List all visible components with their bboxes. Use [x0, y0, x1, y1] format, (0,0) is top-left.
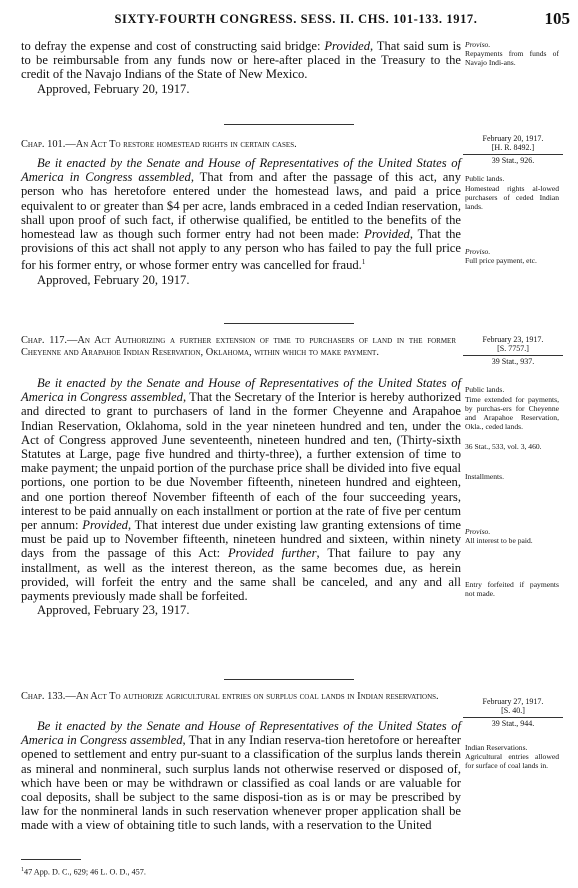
statute-reference: 39 Stat., 926. [491, 156, 535, 165]
margin-note-homestead-rights: Homestead rights al-lowed purchasers of ceded Indian lands. [465, 184, 559, 211]
statute-reference: 39 Stat., 944. [491, 719, 535, 728]
margin-note-statute-citation: 36 Stat., 533, vol. 3, 460. [465, 442, 542, 451]
section-bridge-continuation [21, 39, 461, 96]
margin-note-agricultural-entries: Agricultural entries allowed for surface of coal lands in. [465, 752, 559, 770]
bill-number: [S. 40.] [501, 706, 525, 715]
divider [224, 679, 354, 680]
margin-note-public-lands: Public lands. [465, 385, 505, 394]
approval-line: Approved, February 20, 1917. [37, 81, 190, 96]
margin-note-interest: Proviso. All interest to be paid. [465, 527, 533, 545]
running-title: SIXTY-FOURTH CONGRESS. SESS. II. CHS. 101-133. 1917. [114, 12, 478, 26]
enactment-date: February 27, 1917. [482, 697, 544, 706]
chapter-101-date-block [463, 134, 563, 165]
margin-note-installments: Installments. [465, 472, 505, 481]
chapter-101-heading: Chap. 101.—An Act To restore homestead rights in certain cases. [21, 139, 297, 150]
footnote-rule [21, 859, 81, 860]
bill-number: [H. R. 8492.] [491, 143, 535, 152]
divider [224, 124, 354, 125]
approval-line: Approved, February 23, 1917. [37, 603, 190, 618]
rule [463, 717, 563, 718]
chapter-133-body [21, 719, 461, 833]
margin-note-full-price: Proviso. Full price payment, etc. [465, 247, 537, 265]
chapter-101-body [21, 156, 461, 287]
margin-note-repayments: Proviso. Repayments from funds of Navajo Indi-ans. [465, 40, 559, 67]
margin-note-public-lands: Public lands. [465, 174, 505, 183]
running-header [22, 9, 570, 32]
page-number: 105 [544, 9, 570, 28]
enacting-paragraph: Be it enacted by the Senate and House of Representatives of the United States of America in Congress assembled, That from and after the passage of this act, any person who has heretofore entered under the homestead laws, and paid a price equivalent to or greater than $4 per acre, lands embraced in a ceded Indian reservation, shall upon proof of such fact, if otherwise qualified, be entitled to the benefits of the homestead law as though such former entry had not been made: Provided, That the provisions of this act shall not apply to any person who has failed to pay the full price for his former entry, or whose former entry was cancelled for fraud.$^1$ [21, 156, 461, 273]
footnote: $^1$47 App. D. C., 629; 46 L. O. D., 457. [21, 867, 146, 877]
chapter-117-heading: Chap. 117.—An Act Authorizing a further extension of time to purchasers of land in the former Cheyenne and Arapahoe Indian Reservation, Oklahoma, within which to make payment. [21, 335, 456, 358]
margin-note-time-extended: Time extended for payments, by purchas-ers for Cheyenne and Arapahoe Reservation, Okla., ceded lands. [465, 395, 559, 431]
statute-reference: 39 Stat., 937. [491, 357, 535, 366]
margin-note-entry-forfeited: Entry forfeited if payments not made. [465, 580, 559, 598]
margin-note-indian-reservations: Indian Reservations. [465, 743, 528, 752]
chapter-117-body [21, 376, 461, 617]
enacting-paragraph: Be it enacted by the Senate and House of Representatives of the United States of America in Congress assembled, That in any Indian reserva-tion heretofore or hereafter opened to settlement and entry pur-suant to a classification of the surplus lands therein as mineral and nonmineral, such surplus lands not otherwise reserved or disposed of, which have been or may be withdrawn or classified as coal lands or are valuable for coal deposits, shall be subject to the same disposi-tion as is or may be prescribed by law for the nonmineral lands in such reservation whenever proper application shall be made with a view of obtaining title to such lands, with a reservation to the United [21, 719, 461, 833]
enacting-paragraph: Be it enacted by the Senate and House of Representatives of the United States of America in Congress assembled, That the Secretary of the Interior is hereby authorized and directed to grant to purchasers of land in the former Cheyenne and Arapahoe Indian Reservation, Oklahoma, sold in the year nineteen hundred and ten, under the Act of Congress approved June seventeenth, nineteen hundred and ten, (Thirty-sixth Statutes at Large, page five hundred and thirty-three), a further extension of time to make payment; the unpaid portion of the purchase price shall be divided into five equal portions, one portion to be due November fifteenth, nineteen hundred and eighteen, and one portion thereof November fifteenth of each of the four succeeding years, interest to be paid annually on each installment or portion at the rate of five per centum per annum: Provided, That interest due under existing law granting extensions of time must be paid up to November fifteenth, nineteen hundred and sixteen, within ninety days from the passage of this Act: Provided further, That failure to pay any installment, as well as the interest thereon, as the same becomes due, as herein provided, will forfeit the entry and the same shall be canceled, and any and all payments previously made shall be forfeited. [21, 376, 461, 604]
paragraph: to defray the expense and cost of constructing said bridge: Provided, That said sum is to be reimbursable from any funds now or here-after placed in the Treasury to the credit of the Navajo Indians of the State of New Mexico. [21, 39, 462, 82]
rule [463, 355, 563, 356]
chapter-133-heading: Chap. 133.—An Act To authorize agricultural entries on surplus coal lands in Indian reservations. [21, 691, 439, 702]
divider [224, 323, 354, 324]
chapter-117-date-block [463, 335, 563, 366]
approval-line: Approved, February 20, 1917. [37, 272, 190, 287]
enactment-date: February 23, 1917. [482, 335, 544, 344]
bill-number: [S. 7757.] [497, 344, 529, 353]
rule [463, 154, 563, 155]
enactment-date: February 20, 1917. [482, 134, 544, 143]
chapter-133-date-block [463, 697, 563, 728]
